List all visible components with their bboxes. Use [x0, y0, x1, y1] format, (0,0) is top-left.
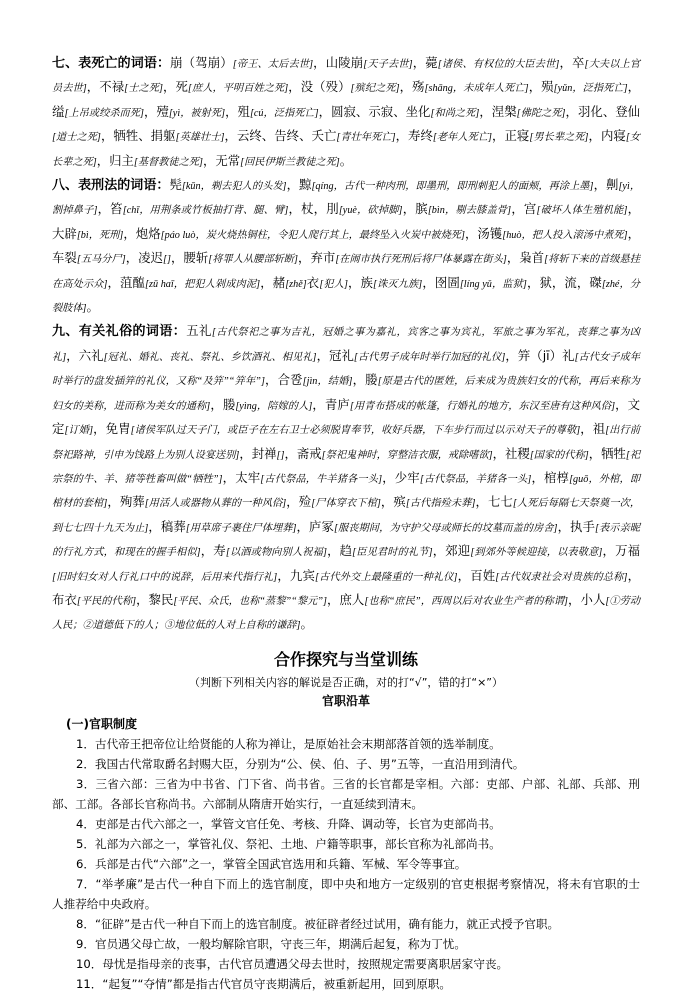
term-note: [yuè，砍掉脚] [338, 205, 403, 217]
term-text: ，羽化、登仙 [565, 103, 641, 119]
term-text: ，斋戒 [284, 445, 322, 461]
term-note: [古代奴隶社会对贵族的总称] [495, 571, 628, 583]
term-text: ，没（殁） [288, 79, 351, 95]
term-note: [也称“庶民”，西周以后对农业生产者的称谓] [364, 595, 568, 607]
section-heading: 七、表死亡的词语： [52, 56, 171, 71]
term-text: ，死 [162, 79, 188, 95]
section-paragraph [52, 174, 640, 320]
question-item: 4．吏部是古代六部之一，掌管文官任免、考核、升降、调动等，长官为吏部尚书。 [76, 816, 501, 831]
term-note: [帝王、太后去世] [232, 59, 314, 70]
term-note: [guō，外棺，即棺材的套棺] [52, 473, 641, 510]
term-note: [尸体穿衣下棺] [311, 498, 381, 510]
term-text: ，劓 [593, 177, 619, 193]
term-note: [基督教徒之死] [133, 156, 203, 168]
term-text: ，郊迎 [432, 543, 471, 559]
section-paragraph [52, 52, 640, 174]
term-text: ，牺牲 [588, 445, 626, 461]
term-note: [yǔn，泛指死亡] [553, 83, 628, 95]
term-note: [大夫以上官员去世] [52, 59, 641, 95]
term-text: ，媵 [210, 396, 236, 412]
term-text: ，狱，流，磔 [526, 274, 602, 290]
vocabulary-sections [52, 52, 640, 638]
term-text: ，卒 [559, 55, 585, 70]
question-item: 2．我国古代常取爵名封赐大臣，分别为“公、侯、伯、子、男”五等，一直沿用到清代。 [76, 756, 525, 771]
term-note: [英雄壮士] [175, 132, 225, 144]
term-text: ，笞 [97, 201, 123, 217]
term-note: [到郊外等候迎接，以表敬意] [470, 547, 603, 559]
term-text: 。 [86, 299, 99, 315]
term-text: ，囹圄 [422, 274, 460, 290]
term-note: [犯人] [319, 278, 348, 290]
term-text: ，不禄 [86, 79, 125, 95]
term-text: 衣 [306, 274, 320, 290]
term-note: [cú，泛指死亡] [249, 107, 319, 119]
term-text: ，寿 [200, 543, 226, 559]
section-paragraph [52, 320, 640, 637]
term-text: 髡 [169, 177, 182, 193]
term-text: ，祖 [580, 421, 606, 437]
term-text: ，万福 [602, 543, 640, 559]
term-text: ，腰斩 [170, 250, 209, 266]
term-text: ，缢 [52, 79, 641, 119]
question-list [52, 734, 640, 994]
term-text: ，归主 [96, 152, 134, 168]
question-item: 6．兵部是古代“六部”之一，掌管全国武官选用和兵籍、军械、军令等事宜。 [76, 856, 467, 871]
term-text: ，黥 [286, 177, 312, 193]
term-text: ，正寝 [492, 128, 530, 144]
term-text: ，宫 [511, 201, 537, 217]
term-text: ，赭 [260, 274, 286, 290]
term-text: ，青庐 [312, 396, 350, 412]
term-note: [祀宗祭的牛、羊、猪等牲畜叫做“牺牲”] [52, 449, 641, 485]
term-text: ，殉葬 [107, 494, 145, 510]
term-note: [yì，被射死] [168, 107, 226, 119]
term-note: [zū haī，把犯人剁成肉泥] [145, 278, 261, 290]
term-text: ，族 [347, 274, 374, 290]
term-text: ，免胄 [93, 421, 131, 437]
term-note: [chī，用荆条或竹板抽打背、腿、臂] [122, 205, 289, 217]
term-note: [男长辈之死] [529, 132, 589, 144]
term-note: [殡纪之死] [350, 83, 400, 95]
term-text: ，车裂 [52, 225, 641, 266]
term-note: [服丧期间，为守护父母或师长的坟墓而盖的房舍] [333, 522, 558, 534]
term-note: [zhé，分裂肢体] [52, 278, 641, 315]
term-note: [yì，割掉鼻子] [52, 181, 641, 217]
term-text: ，七七 [475, 494, 513, 510]
term-note: [回民伊斯兰教徒之死] [240, 156, 340, 168]
category-heading: 官职沿革 [321, 693, 370, 708]
term-text: ，黎民 [136, 591, 174, 607]
term-note: [祭祀鬼神时，穿整洁衣服，戒除嗜欲] [321, 449, 493, 461]
term-text: ，执手 [557, 518, 595, 534]
term-text: ，趋 [326, 543, 353, 559]
term-text: ，媵 [352, 372, 378, 388]
term-text: ，殓 [286, 494, 312, 510]
term-note: [古代祭祀之事为吉礼，冠婚之事为嘉礼，宾客之事为宾礼，军旅之事为军礼，丧葬之事为凶礼] [52, 327, 640, 363]
term-text: 。 [339, 152, 353, 168]
term-text: ，封禅 [239, 445, 277, 461]
term-note: [bìn，剔去膝盖骨] [427, 205, 512, 217]
term-note: [女长辈之死] [52, 132, 641, 168]
term-note: [士之死] [124, 83, 163, 95]
term-note: [在闹市执行死刑后将尸体暴露在街头] [335, 254, 507, 266]
term-note: [出行前祭祀路神，引申为饯路上为别人设宴送别] [52, 425, 641, 461]
main-title: 合作探究与当堂训练 [273, 649, 418, 669]
term-note: [旧时妇女对人行礼口中的说辞，后用来代指行礼] [52, 571, 278, 583]
term-text: ，社稷 [492, 445, 530, 461]
term-text: ，炮烙 [123, 225, 161, 241]
term-note: [订婚] [64, 425, 94, 437]
term-note: [古代女子成年时举行的盘发插笄的礼仪，又称“及笄”“笄年”] [52, 351, 641, 388]
term-note: [佛陀之死] [516, 107, 566, 119]
term-text: ，汤镬 [464, 225, 503, 241]
term-note: [以酒或物向别人祝福] [225, 547, 327, 559]
term-note: [国家的代称] [529, 449, 589, 461]
term-note: [bì，死刑] [76, 229, 124, 241]
term-note: [] [163, 254, 171, 266]
term-note: [古代指殓未葬] [405, 498, 476, 510]
term-note: [臣见君时的礼节] [352, 547, 433, 559]
term-note: [古代外交上最隆重的一种礼仪] [315, 571, 458, 583]
term-text: ，布衣 [52, 567, 640, 607]
term-note: [kūn，剃去犯人的头发] [181, 181, 287, 193]
term-text: ，杖，刖 [288, 201, 339, 217]
term-text: ，棺椁 [531, 469, 570, 485]
term-text: ，凌迟 [125, 250, 164, 266]
question-item: 1．古代帝王把帝位让给贤能的人称为禅让，是原始社会末期部落首领的选举制度。 [76, 736, 501, 751]
question-item: 7．“举孝廉”是古代一种自下而上的选官制度，即中央和地方一定级别的官吏根据考察情况，将未有官职的士人推荐给中央政府。 [52, 876, 640, 911]
term-text: ，大辟 [52, 201, 641, 241]
term-note: [破坏人体生殖机能] [536, 205, 628, 217]
term-text: ，六礼 [66, 347, 104, 363]
term-text: ，无常 [202, 152, 241, 168]
term-note: [jìn，结婚] [302, 376, 353, 388]
term-text: ，少牢 [382, 469, 420, 485]
question-item: 5．礼部为六部之一，掌管礼仪、祭祀、土地、户籍等职事，部长官称为礼部尚书。 [76, 836, 501, 851]
term-text: ，牺牲、捐躯 [100, 128, 176, 144]
term-note: [庶人，平明百姓之死] [187, 83, 289, 95]
term-note: [páo luò，炭火烧热铜柱，令犯人爬行其上，最终坠入火炭中被烧死] [160, 229, 465, 241]
term-text: ，殒 [528, 79, 554, 95]
term-text: ，膑 [402, 201, 428, 217]
term-note: [道士之死] [52, 132, 101, 144]
term-note: [诸侯、有权位的大臣去世] [437, 59, 560, 70]
instruction-text: （判断下列相关内容的解说是否正确，对的打“√”，错的打“×”） [188, 675, 504, 689]
term-note: [表示亲昵的行礼方式，和现在的握手相似] [52, 522, 641, 559]
section-heading: 八、表刑法的词语： [52, 178, 170, 194]
term-note: [老年人死亡] [432, 132, 493, 144]
term-text: ，冠礼 [316, 347, 354, 363]
term-text: ，笄（jī）礼 [505, 347, 575, 363]
term-text: 。 [300, 616, 313, 632]
term-text: ，内寝 [588, 128, 626, 144]
term-note: [人死后每隔七天祭奠一次，到七七四十九天为止] [52, 498, 641, 534]
term-note: [用活人或器物从葬的一种风俗] [144, 498, 287, 510]
term-text: ，涅槃 [479, 103, 517, 119]
term-note: [zhě] [285, 278, 307, 290]
question-item: 11．“起复”“夺情”都是指古代官员守丧期满后，被重新起用，回到原职。 [76, 976, 451, 991]
term-note: [] [276, 449, 285, 461]
term-text: ，庶人 [326, 591, 365, 607]
term-note: [qíng，古代一种肉刑，即墨刑，即刑刺犯人的面颊，再涂上墨] [311, 181, 594, 193]
term-note: [古代祭品，牛羊猪各一头] [260, 473, 383, 485]
subheading: (一)官职制度 [66, 716, 137, 731]
term-text: 崩（驾崩） [170, 55, 233, 70]
term-text: ，弃市 [298, 250, 336, 266]
term-text: ，太牢 [222, 469, 261, 485]
term-note: [líng yǔ，监狱] [459, 278, 527, 290]
term-text: ，寿终 [395, 128, 433, 144]
term-note: [平民、众氏，也称“蒸黎”“黎元”] [173, 595, 327, 607]
term-note: [和尚之死] [430, 107, 480, 119]
term-text: ，合卺 [264, 372, 303, 388]
term-text: ，山陵崩 [313, 55, 364, 70]
question-item: 9．官员遇父母亡故，一般均解除官职，守丧三年，期满后起复，称为丁忧。 [76, 936, 466, 951]
term-text: ，殪 [143, 103, 169, 119]
term-note: [诛灭九族] [373, 278, 423, 290]
question-item: 10．母忧是指母亲的丧事，古代官员遭遇父母去世时，按照规定需要离职居家守丧。 [76, 956, 509, 971]
term-text: ，云终、告终、夭亡 [224, 128, 337, 144]
term-text: ，殡 [380, 494, 406, 510]
term-note: [五马分尸] [76, 254, 126, 266]
term-text: ，小人 [568, 591, 606, 607]
term-text: ，百姓 [457, 567, 496, 583]
term-note: [huò，把人投入滚汤中煮死] [502, 229, 628, 241]
term-text: ，稿葬 [148, 518, 186, 534]
term-text: ，菹醢 [107, 274, 146, 290]
term-note: [冠礼、婚礼、丧礼、祭礼、乡饮酒礼、相见礼] [103, 351, 317, 363]
term-note: [yìng，陪嫁的人] [235, 400, 313, 412]
term-text: ，枭首 [506, 250, 545, 266]
term-note: [原是古代的匿姓，后来成为贵族妇女的代称，再后来称为妇女的美称，进而称为美女的通称] [52, 376, 640, 412]
term-note: [用青布搭成的帐篷，行婚礼的地方，东汉至唐有这种风俗] [349, 400, 616, 412]
term-text: ，文定 [52, 396, 641, 437]
section-heading: 九、有关礼俗的词语： [52, 324, 187, 340]
term-note: [上吊或绞杀而死] [64, 107, 144, 119]
term-note: [将斩下来的首级悬挂在高处示众] [52, 254, 641, 290]
question-item: 8．“征辟”是古代一种自下而上的选官制度。被征辟者经过试用，确有能力，就正式授予官职。 [76, 916, 560, 931]
term-note: [诸侯军队过天子门，或臣子在左右卫士必须脱胄奉节，收好兵器，下车步行而过以示对天子的尊敬] [130, 425, 581, 437]
term-text: ，薨 [412, 55, 438, 70]
term-note: [天子去世] [363, 59, 413, 70]
term-note: [用草席子裹住尸体埋葬] [185, 522, 297, 534]
term-text: ，殂 [225, 103, 250, 119]
term-text: ，九宾 [277, 567, 315, 583]
term-note: [青壮年死亡] [336, 132, 396, 144]
term-note: [将罪人从腰部斩断] [208, 254, 298, 266]
term-note: [古代祭品，羊猪各一头] [419, 473, 532, 485]
question-item: 3．三省六部：三省为中书省、门下省、尚书省。三省的长官都是宰相。六部：吏部、户部、礼部、兵部、刑部、工部。各部长官称尚书。六部制从隋唐开始实行，一直延续到清末。 [52, 776, 640, 811]
term-text: 五礼 [186, 323, 212, 339]
term-text: ，殇 [399, 79, 425, 95]
term-note: [①劳动人民；②道德低下的人；③地位低的人对上自称的谦辞] [52, 595, 641, 632]
term-text: ，圆寂、示寂、坐化 [318, 103, 431, 119]
term-note: [古代男子成年时举行加冠的礼仪] [353, 351, 506, 363]
term-note: [平民的代称] [76, 595, 137, 607]
term-text: ，庐冢 [296, 518, 334, 534]
term-note: [shāng，未成年人死亡] [424, 83, 529, 95]
